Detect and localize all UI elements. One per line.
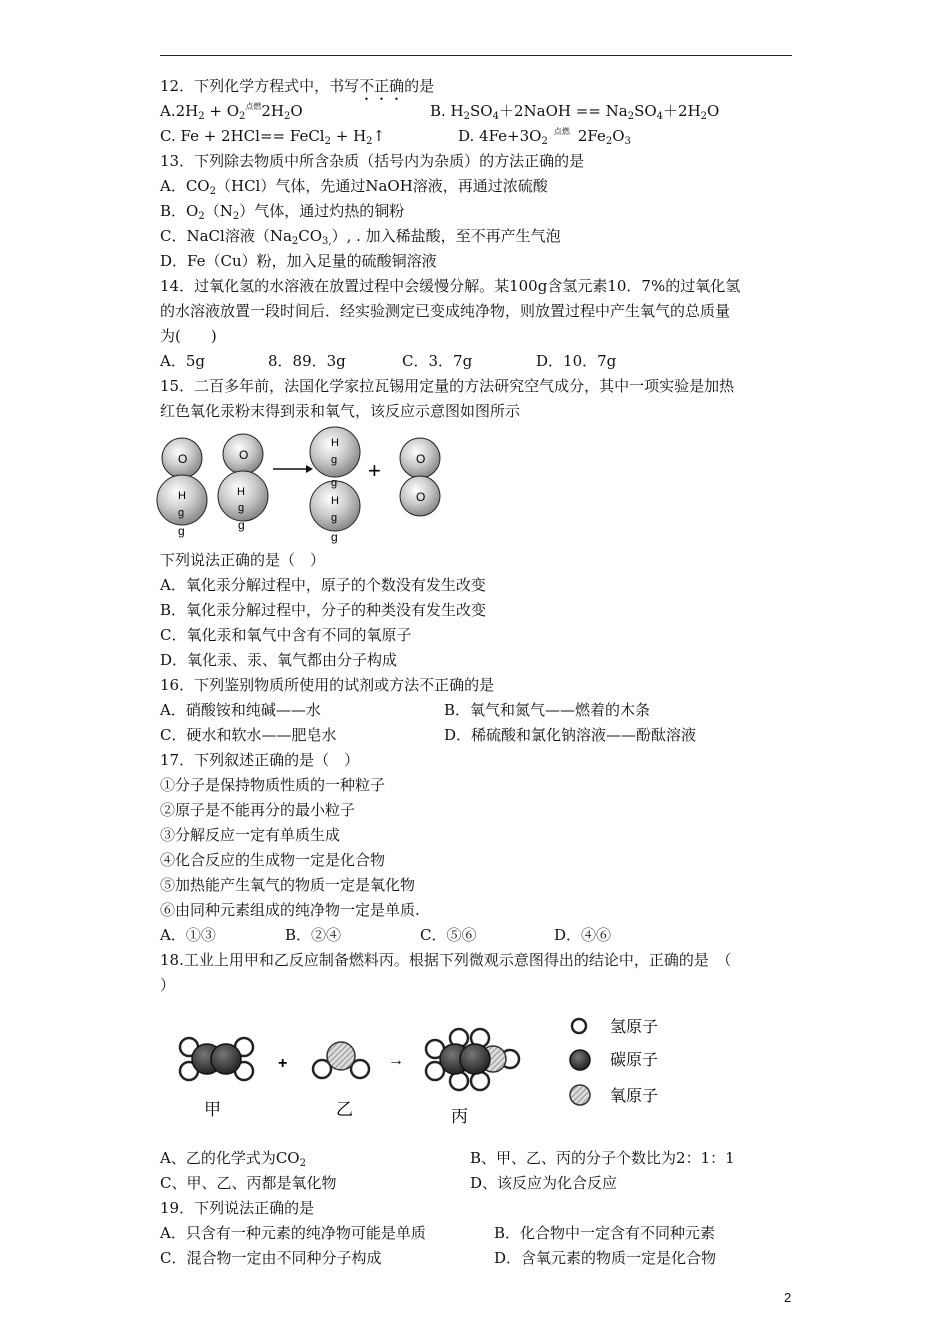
q15-option-c: C．氧化汞和氧气中含有不同的氧原子	[160, 626, 412, 644]
carbon-atom	[211, 1044, 241, 1074]
label-g: g	[331, 512, 338, 524]
q12-stem: 12．下列化学方程式中，书写不正确的是	[160, 77, 435, 95]
q14-stem-line2: 的水溶液放置一段时间后．经实验测定已变成纯净物，则放置过程中产生氧气的总质量	[160, 302, 731, 320]
q18-option-a: A、乙的化学式为$CO_2$	[160, 1149, 306, 1169]
q17-statement-2: ②原子是不能再分的最小粒子	[160, 801, 356, 819]
q13-option-b: B．$O_2(N_2)$气体，通过灼热的铜粉	[160, 202, 405, 222]
q14-stem-line1: 14．过氧化氢的水溶液在放置过程中会缓慢分解。某100g含氢元素10．7%的过氧化氢	[160, 277, 741, 295]
label-o: O	[416, 452, 426, 466]
label-g: g	[331, 530, 338, 544]
q17-statement-3: ③分解反应一定有单质生成	[160, 826, 341, 844]
fuel-synthesis-diagram	[160, 1005, 700, 1135]
q15-stem-line2: 红色氧化汞粉末得到汞和氧气，该反应示意图如图所示	[160, 402, 521, 420]
molecule-jia	[180, 1038, 253, 1080]
hgo-molecule-2	[218, 434, 268, 532]
plus-sign: +	[368, 458, 381, 483]
header-rule	[160, 55, 792, 56]
molecule-yi	[313, 1042, 369, 1078]
q17-option-a: A．①③	[160, 926, 216, 944]
label-g: g	[331, 454, 338, 466]
q19-option-d: D．含氧元素的物质一定是化合物	[494, 1249, 717, 1267]
hgo-molecule-1	[157, 438, 207, 538]
hydrogen-atom	[450, 1072, 468, 1090]
hydrogen-atom	[471, 1072, 489, 1090]
q12-option-a: $A.2H_2 + O_2^{点燃}2H_2O$	[160, 102, 303, 122]
q17-statement-4: ④化合反应的生成物一定是化合物	[160, 851, 386, 869]
q13-option-c: C．NaCl溶液$(Na_2CO_{3,})$, . 加入稀盐酸，至不再产生气泡	[160, 227, 561, 247]
legend-hydrogen: 氢原子	[610, 1019, 659, 1036]
legend-oxygen: 氧原子	[610, 1088, 659, 1105]
q16-option-a: A．硝酸铵和纯碱——水	[160, 701, 321, 719]
q13-option-a: A．$CO_2(HCl)$气体，先通过NaOH溶液，再通过浓硫酸	[160, 177, 548, 197]
oxygen-molecule	[400, 438, 440, 516]
label-h: H	[331, 437, 339, 449]
q15-option-a: A．氧化汞分解过程中，原子的个数没有发生改变	[160, 576, 486, 594]
q19-stem: 19．下列说法正确的是	[160, 1199, 315, 1217]
oxygen-legend-icon	[570, 1085, 590, 1105]
q19-option-b: B．化合物中一定含有不同种元素	[494, 1224, 716, 1242]
q17-stem: 17．下列叙述正确的是（ ）	[160, 751, 360, 769]
page-number: 2	[784, 1290, 792, 1305]
label-o: O	[239, 448, 249, 462]
q18-option-c: C、甲、乙、丙都是氧化物	[160, 1174, 337, 1192]
oxygen-atom	[327, 1042, 355, 1070]
q17-option-d: D．④⑥	[554, 926, 612, 944]
q17-option-b: B．②④	[285, 926, 342, 944]
label-g: g	[331, 477, 338, 489]
q13-stem: 13．下列除去物质中所含杂质（括号内为杂质）的方法正确的是	[160, 152, 585, 170]
label-g: g	[238, 518, 245, 532]
q16-stem: 16．下列鉴别物质所使用的试剂或方法不正确的是	[160, 676, 495, 694]
label-g: g	[238, 502, 245, 514]
label-o: O	[416, 490, 426, 504]
label-h: H	[178, 490, 186, 502]
label-h: H	[331, 495, 339, 507]
q15-stem-line1: 15．二百多年前，法国化学家拉瓦锡用定量的方法研究空气成分，其中一项实验是加热	[160, 377, 735, 395]
plus-sign: +	[278, 1055, 288, 1072]
q19-option-a: A．只含有一种元素的纯净物可能是单质	[160, 1224, 426, 1242]
q13-option-d: D．Fe（Cu）粉，加入足量的硫酸铜溶液	[160, 252, 437, 270]
label-o: O	[178, 452, 188, 466]
q18-option-b: B、甲、乙、丙的分子个数比为2：1：1	[470, 1149, 735, 1167]
carbon-legend-icon	[570, 1050, 590, 1070]
label-jia: 甲	[204, 1100, 221, 1119]
q17-option-c: C．⑤⑥	[420, 926, 477, 944]
mercury-atoms	[310, 427, 360, 544]
reaction-arrow-icon	[273, 465, 313, 473]
q17-statement-6: ⑥由同种元素组成的纯净物一定是单质.	[160, 901, 420, 919]
label-h: H	[237, 486, 245, 498]
q18-option-d: D、该反应为化合反应	[470, 1174, 618, 1192]
q14-option-c: C．3．7g	[402, 352, 473, 370]
q16-option-d: D．稀硫酸和氯化钠溶液——酚酞溶液	[444, 726, 697, 744]
label-yi: 乙	[336, 1100, 353, 1119]
q14-option-a: A．5g	[160, 352, 205, 370]
q15-option-d: D．氧化汞、汞、氧气都由分子构成	[160, 651, 398, 669]
q16-option-c: C．硬水和软水——肥皂水	[160, 726, 337, 744]
label-g: g	[178, 524, 185, 538]
q18-stem-line2: ）	[160, 976, 176, 994]
q16-option-b: B．氧气和氮气——燃着的木条	[444, 701, 651, 719]
q17-statement-1: ①分子是保持物质性质的一种粒子	[160, 776, 386, 794]
q14-option-d: D．10．7g	[536, 352, 617, 370]
mercury-atom	[310, 427, 360, 477]
arrow-icon: →	[388, 1052, 404, 1069]
q17-statement-5: ⑤加热能产生氧气的物质一定是氧化物	[160, 876, 416, 894]
q18-stem-line1: 18.工业上用甲和乙反应制备燃料丙。根据下列微观示意图得出的结论中，正确的是 （	[160, 951, 732, 969]
q14-stem-line3: 为( )	[160, 327, 217, 345]
legend-carbon: 碳原子	[610, 1052, 659, 1069]
q12-option-b: B. $H_2SO_4+2NaOH == Na_2SO_4+2H_2O$	[430, 102, 720, 122]
q15-option-b: B．氧化汞分解过程中，分子的种类没有发生改变	[160, 601, 487, 619]
carbon-atom	[460, 1044, 490, 1074]
q19-option-c: C．混合物一定由不同种分子构成	[160, 1249, 382, 1267]
molecule-bing	[426, 1029, 519, 1090]
atom-legend	[570, 1018, 658, 1105]
label-g: g	[178, 507, 185, 519]
q14-option-b: 8．89．3g	[268, 352, 346, 370]
q15-ask: 下列说法正确的是（ ）	[160, 551, 326, 569]
label-bing: 丙	[451, 1107, 468, 1126]
q12-option-d: D. $4Fe+3O_2^{点燃}$ $2Fe_2O_3$	[458, 127, 631, 147]
hgo-decomposition-diagram	[155, 420, 455, 550]
q12-option-c: C. Fe + 2HCl== FeCl$_2$ + $H_2↑$	[160, 127, 386, 147]
hydrogen-legend-icon	[572, 1019, 586, 1033]
